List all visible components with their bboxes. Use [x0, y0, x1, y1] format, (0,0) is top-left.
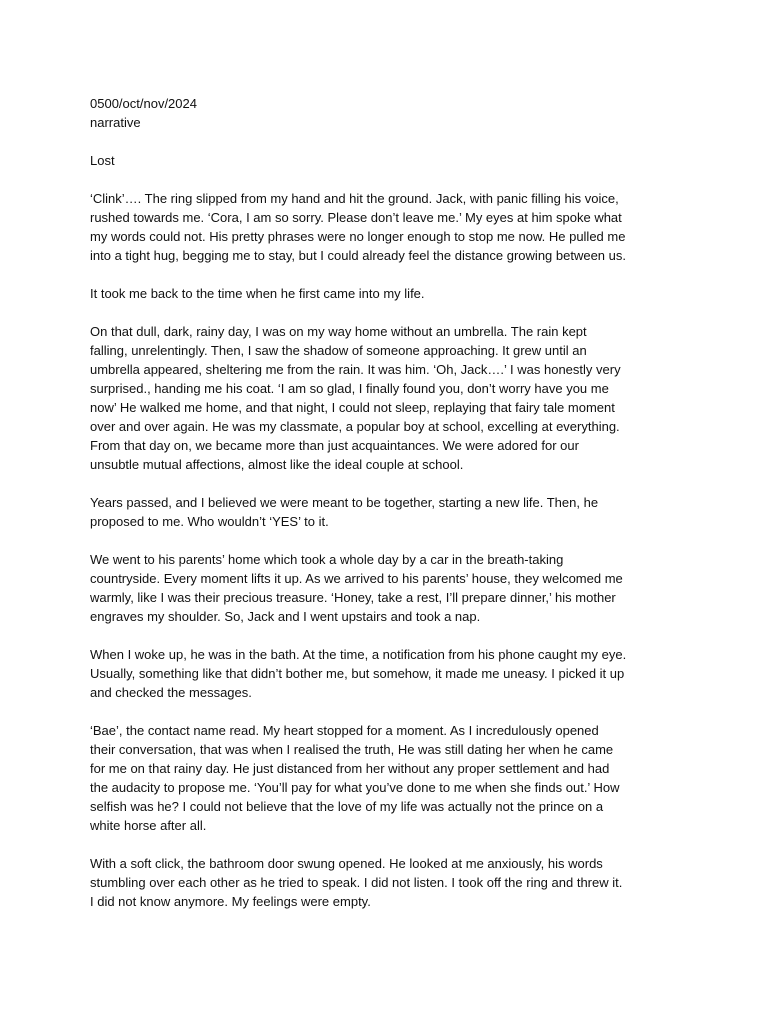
story-title: Lost	[90, 153, 115, 168]
text-line: From that day on, we became more than just acquaintances. We were adored for our	[90, 438, 579, 453]
text-line: ‘Bae’, the contact name read. My heart stopped for a moment. As I incredulously opened	[90, 723, 599, 738]
text-line: engraves my shoulder. So, Jack and I went upstairs and took a nap.	[90, 609, 481, 624]
text-line: warmly, like I was their precious treasure. ‘Honey, take a rest, I’ll prepare dinner,’ his mother	[90, 590, 616, 605]
text-line: into a tight hug, begging me to stay, but I could already feel the distance growing between us.	[90, 248, 626, 263]
text-line: stumbling over each other as he tried to speak. I did not listen. I took off the ring and threw it.	[90, 875, 623, 890]
text-line: for me on that rainy day. He just distanced from her without any proper settlement and had	[90, 761, 610, 776]
text-line: Usually, something like that didn’t bother me, but somehow, it made me uneasy. I picked it up	[90, 666, 625, 681]
text-line: now’ He walked me home, and that night, I could not sleep, replaying that fairy tale moment	[90, 400, 615, 415]
text-line: proposed to me. Who wouldn’t ‘YES’ to it.	[90, 514, 329, 529]
text-line: white horse after all.	[90, 818, 207, 833]
text-line: ‘Clink’…. The ring slipped from my hand and hit the ground. Jack, with panic filling his voice,	[90, 191, 619, 206]
text-line: unsubtle mutual affections, almost like the ideal couple at school.	[90, 457, 464, 472]
text-line: It took me back to the time when he first came into my life.	[90, 286, 425, 301]
code-line: 0500/oct/nov/2024	[90, 96, 197, 111]
text-line: falling, unrelentingly. Then, I saw the shadow of someone approaching. It grew until an	[90, 343, 587, 358]
paragraph-4	[90, 493, 680, 531]
text-line: surprised., handing me his coat. ‘I am so glad, I finally found you, don’t worry have you me	[90, 381, 609, 396]
paragraph-7	[90, 721, 680, 835]
text-line: countryside. Every moment lifts it up. As we arrived to his parents’ house, they welcomed me	[90, 571, 623, 586]
text-line: We went to his parents’ home which took a whole day by a car in the breath-taking	[90, 552, 564, 567]
text-line: rushed towards me. ‘Cora, I am so sorry. Please don’t leave me.’ My eyes at him spoke what	[90, 210, 622, 225]
text-line: Years passed, and I believed we were meant to be together, starting a new life. Then, he	[90, 495, 599, 510]
text-line: selfish was he? I could not believe that the love of my life was actually not the prince on a	[90, 799, 604, 814]
text-line: my words could not. His pretty phrases were no longer enough to stop me now. He pulled me	[90, 229, 626, 244]
text-line: With a soft click, the bathroom door swung opened. He looked at me anxiously, his words	[90, 856, 603, 871]
text-line: On that dull, dark, rainy day, I was on my way home without an umbrella. The rain kept	[90, 324, 587, 339]
paragraph-3	[90, 322, 680, 474]
text-line: the audacity to propose me. ‘You’ll pay for what you’ve done to me when she finds out.’ How	[90, 780, 620, 795]
paragraph-2	[90, 284, 680, 303]
paragraph-5	[90, 550, 680, 626]
text-line: umbrella appeared, sheltering me from the rain. It was him. ‘Oh, Jack….’ I was honestly very	[90, 362, 621, 377]
text-line: When I woke up, he was in the bath. At the time, a notification from his phone caught my eye.	[90, 647, 627, 662]
document-body	[90, 94, 680, 911]
text-line: and checked the messages.	[90, 685, 252, 700]
text-line: over and over again. He was my classmate, a popular boy at school, excelling at everything.	[90, 419, 620, 434]
paragraph-6	[90, 645, 680, 702]
paragraph-8	[90, 854, 680, 911]
text-line: their conversation, that was when I realised the truth, He was still dating her when he came	[90, 742, 614, 757]
genre-line: narrative	[90, 115, 141, 130]
text-line: I did not know anymore. My feelings were empty.	[90, 894, 371, 909]
paragraph-1	[90, 189, 680, 265]
